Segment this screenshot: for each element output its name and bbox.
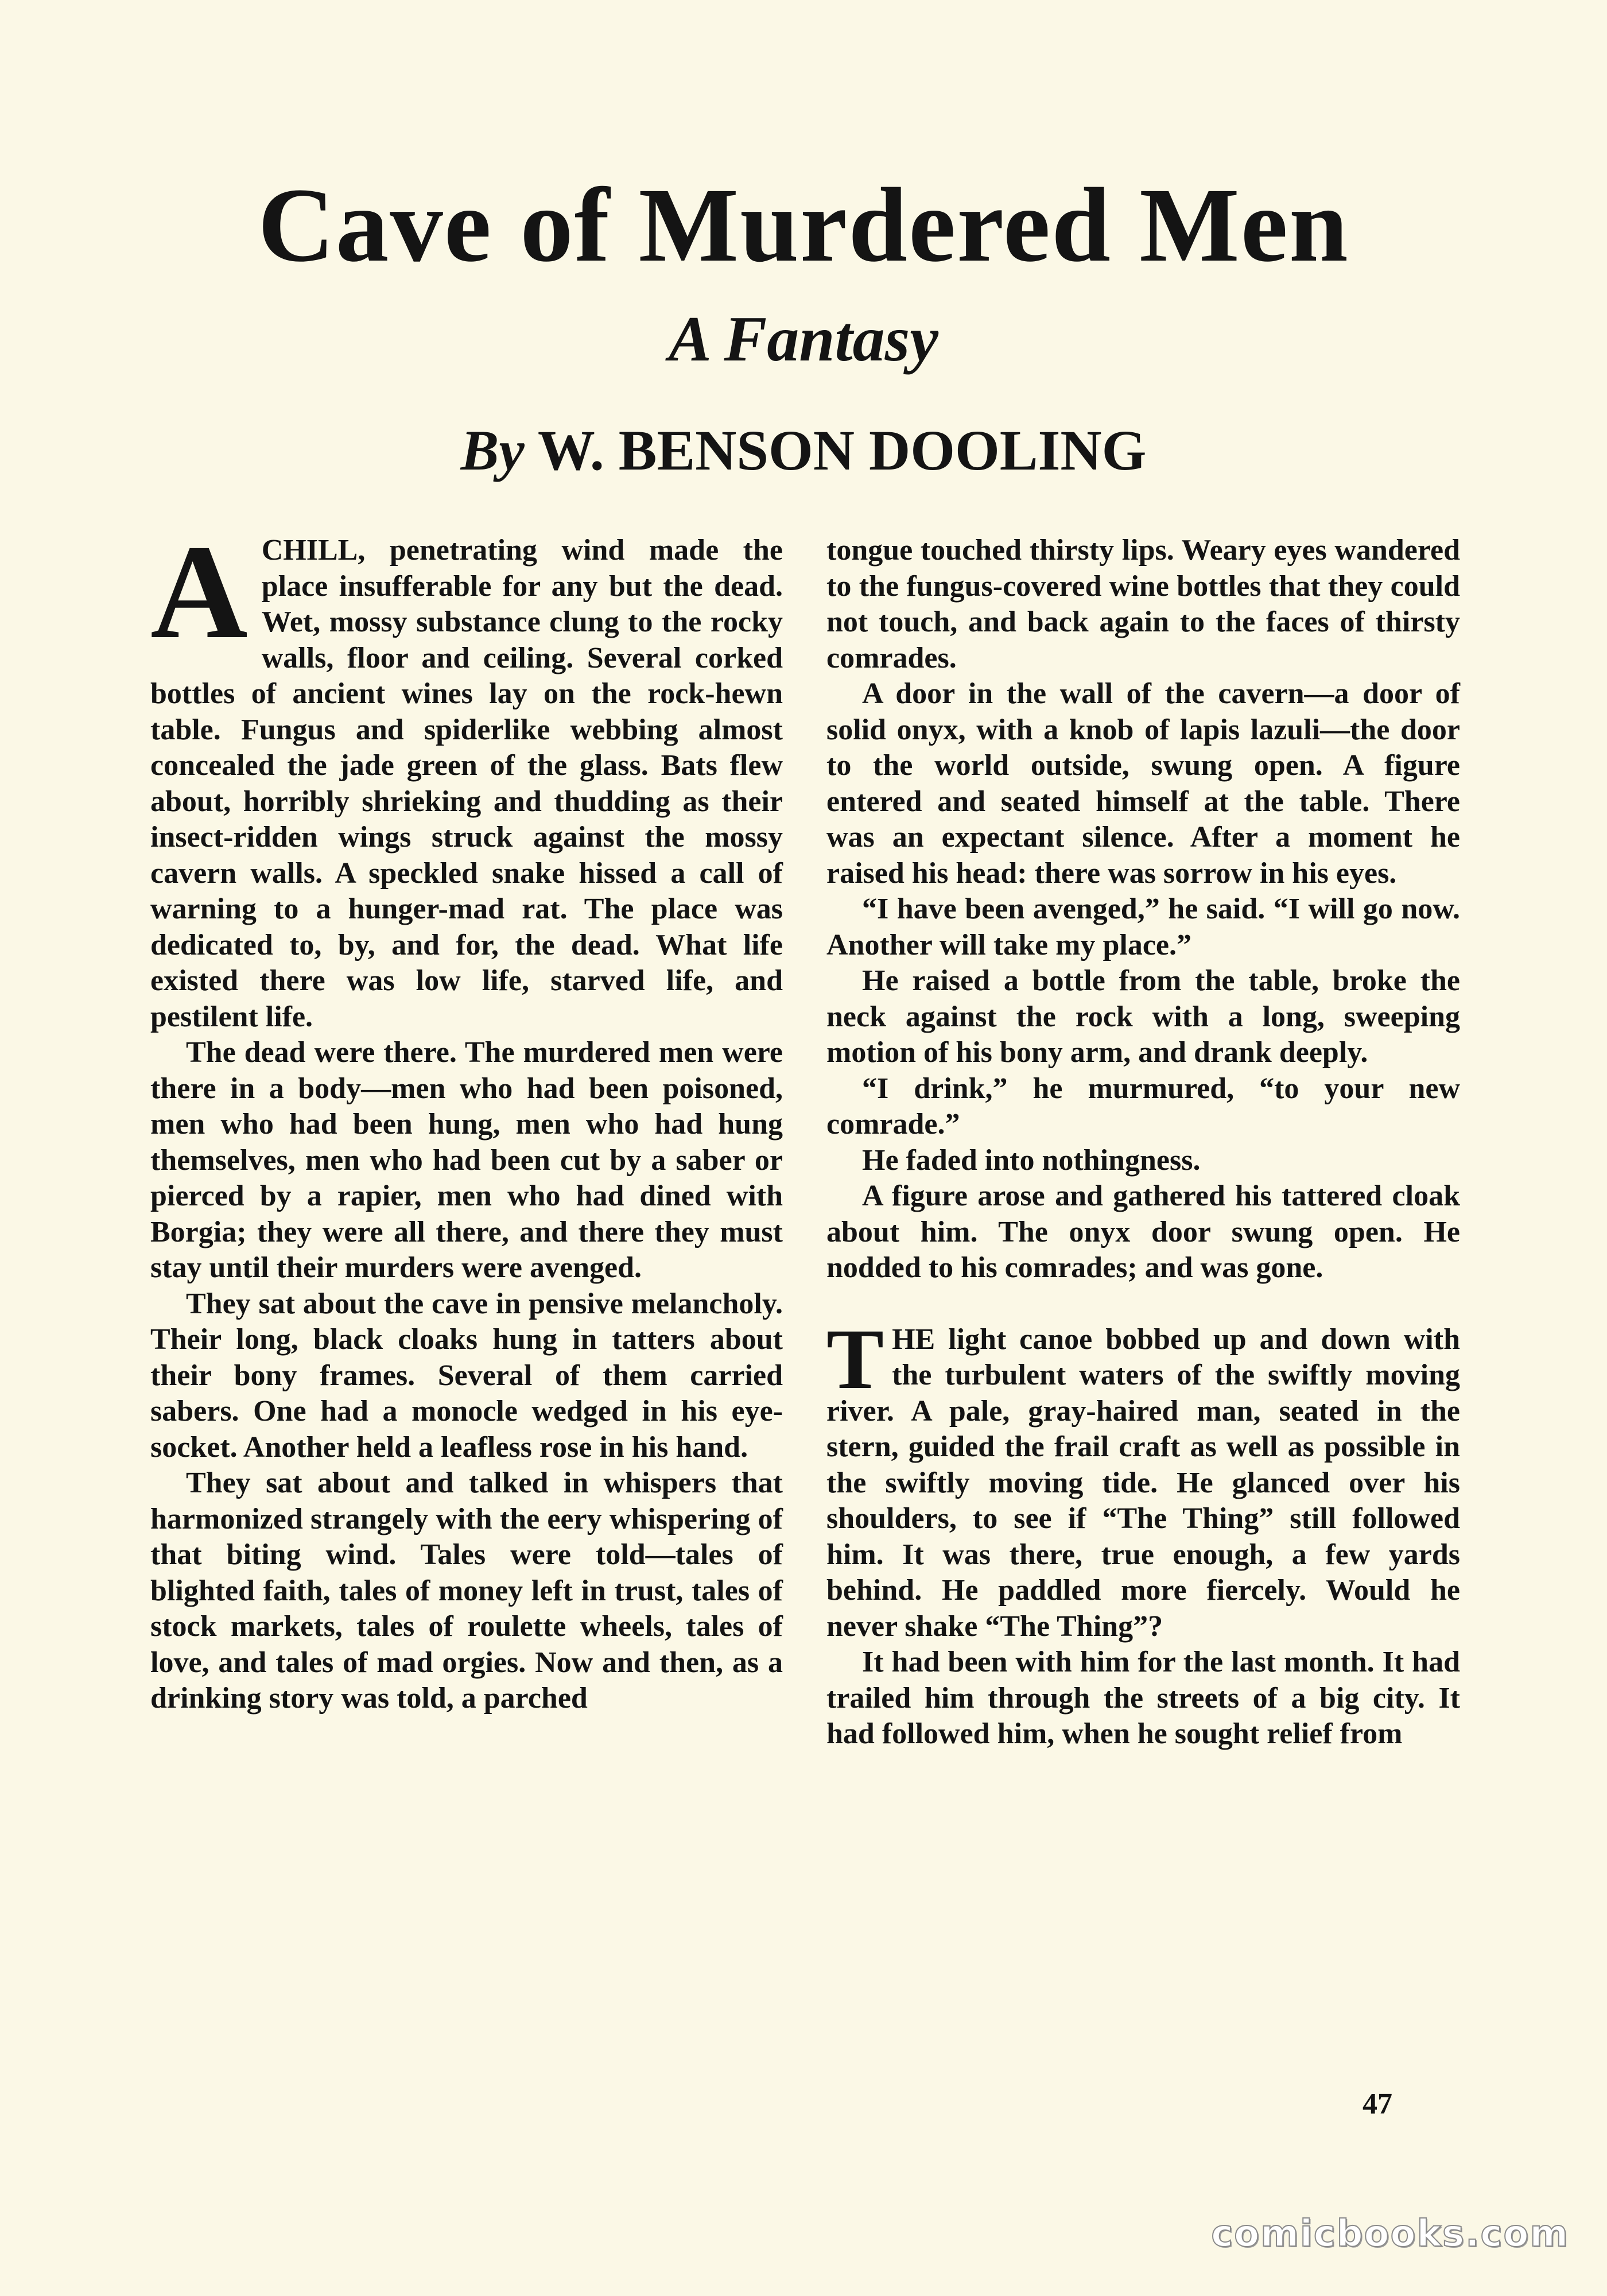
paragraph: A figure arose and gathered his tattered cloak about him. The onyx door swung open. He nodded to his comrades; and was gone. bbox=[826, 1180, 1460, 1284]
paragraph-text: HE light canoe bobbed up and down with the turbulent waters of the swiftly moving river. A pale, gray-haired man, seated in the stern, guided the frail craft as well as possible in the swiftly moving tide. He glanced over his shoulders, to see if “The Thing” still followed him. It was there, true enough, a few yards behind. He paddled more fiercely. Would he never shake “The Thing”? bbox=[826, 1322, 1460, 1643]
right-column bbox=[826, 533, 1460, 1752]
left-column bbox=[150, 517, 783, 1717]
paragraph: He raised a bottle from the table, broke the neck against the rock with a long, sweeping motion of his bony arm, and drank deeply. bbox=[826, 964, 1460, 1069]
drop-cap: T bbox=[826, 1311, 884, 1407]
paragraph: “I have been avenged,” he said. “I will go now. Another will take my place.” bbox=[826, 893, 1460, 961]
paragraph: A door in the wall of the cavern—a door of solid onyx, with a knob of lapis lazuli—the door to the world outside, swung open. A figure entered and seated himself at the table. There was an expectant silence. After a moment he raised his head: there was sorrow in his eyes. bbox=[826, 677, 1460, 890]
paragraph-text: CHILL, penetrating wind made the place insufferable for any but the dead. Wet, mossy substance clung to the rocky walls, floor and ceiling. Several corked bottles of ancient wines lay on the rock-hewn table. Fungus and spiderlike webbing almost concealed the jade green of the glass. Bats flew about, horribly shrieking and thudding as their insect-ridden wings struck against the mossy cavern walls. A speckled snake hissed a call of warning to a hunger-mad rat. The place was dedicated to, by, and for, the dead. What life existed there was low life, starved life, and pestilent life. bbox=[150, 534, 783, 1033]
paragraph: “I drink,” he murmured, “to your new comrade.” bbox=[826, 1072, 1460, 1141]
byline-prefix: By bbox=[460, 418, 525, 482]
byline bbox=[0, 418, 1607, 482]
story-subtitle: A Fantasy bbox=[669, 304, 938, 375]
author-name: W. BENSON DOOLING bbox=[537, 418, 1147, 482]
paragraph: They sat about and talked in whispers that harmonized strangely with the eery whispering of that biting wind. Tales were told—tales of blighted faith, tales of money left in trust, tales of stock markets, tales of roulette wheels, tales of love, and tales of mad orgies. Now and then, as a drinking story was told, a parched bbox=[150, 1467, 783, 1715]
watermark: comicbooks.com bbox=[1211, 2213, 1569, 2255]
section-break bbox=[826, 1286, 1460, 1322]
paragraph bbox=[826, 1311, 1460, 1645]
paragraph: tongue touched thirsty lips. Weary eyes wandered to the fungus-covered wine bottles that they could not touch, and back again to the faces of thirsty comrades. bbox=[826, 534, 1460, 674]
paragraph bbox=[150, 517, 783, 1035]
paragraph: He faded into nothingness. bbox=[862, 1143, 1201, 1177]
paragraph: The dead were there. The murdered men were there in a body—men who had been poisoned, men who had been hung, men who had hung themselves, men who had been cut by a saber or pierced by a rapier, men who had dined with Borgia; they were all there, and there they must stay until their murders were avenged. bbox=[150, 1036, 783, 1284]
page-number: 47 bbox=[1363, 2088, 1392, 2120]
paragraph: They sat about the cave in pensive melancholy. Their long, black cloaks hung in tatters about their bony frames. Several of them carried sabers. One had a monocle wedged in his eye-socket. Another held a leafless rose in his hand. bbox=[150, 1287, 783, 1464]
paragraph: It had been with him for the last month. It had trailed him through the streets of a big city. It had followed him, when he sought relief from bbox=[826, 1646, 1460, 1750]
drop-cap: A bbox=[150, 517, 248, 666]
story-title: Cave of Murdered Men bbox=[258, 166, 1349, 284]
